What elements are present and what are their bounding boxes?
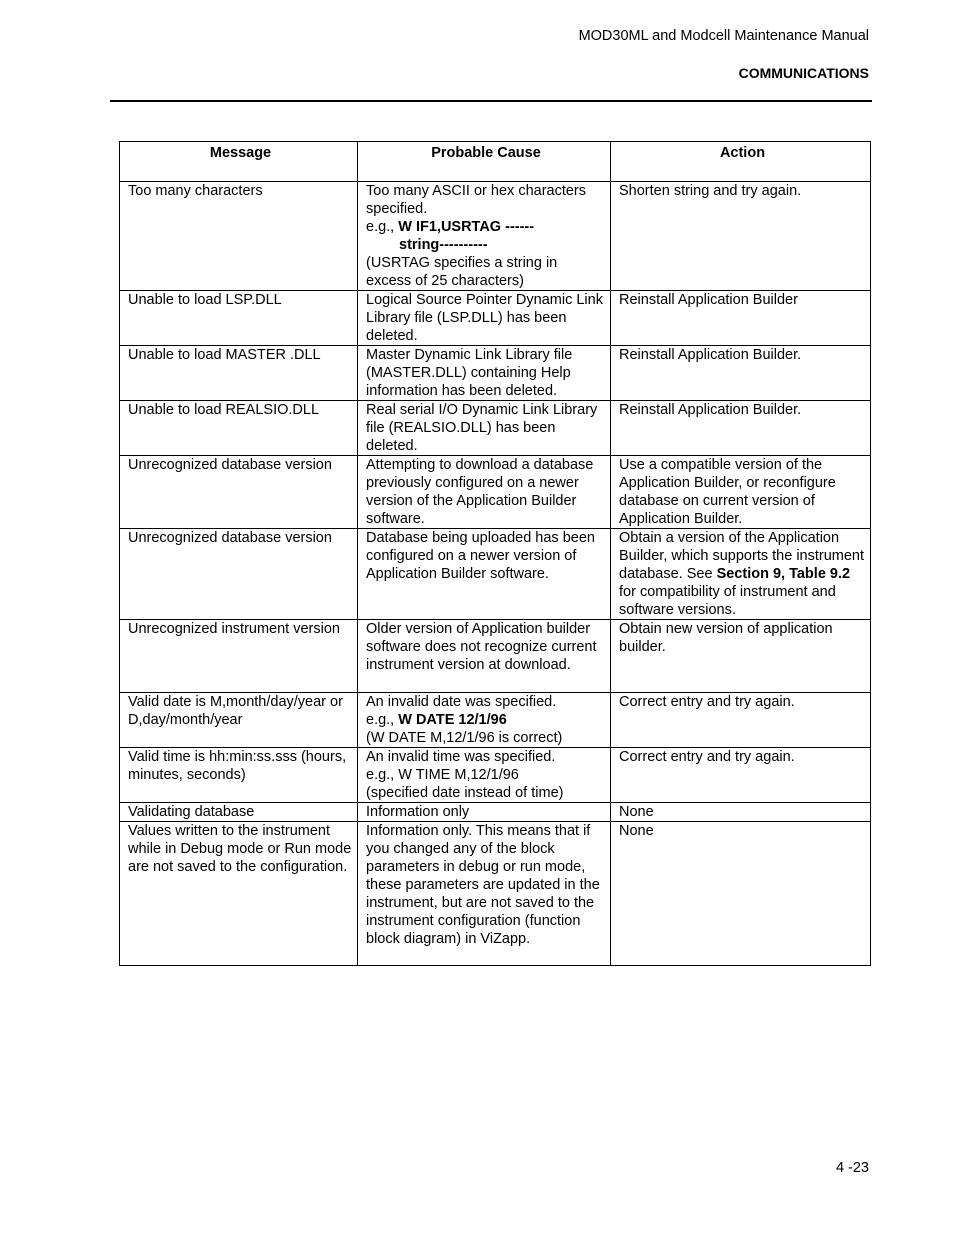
- table-row: [120, 346, 871, 401]
- action-cell: None: [611, 803, 871, 822]
- table-row: [120, 748, 871, 803]
- action-cell: Shorten string and try again.: [611, 182, 871, 291]
- column-header-action: Action: [611, 142, 871, 182]
- error-message-table: [119, 141, 871, 966]
- table-row: [120, 803, 871, 822]
- action-cell: Correct entry and try again.: [611, 748, 871, 803]
- cause-cell: [358, 748, 611, 803]
- message-cell: Too many characters: [120, 182, 358, 291]
- action-cell: Correct entry and try again.: [611, 693, 871, 748]
- action-cell: Reinstall Application Builder.: [611, 346, 871, 401]
- cause-example: [366, 218, 606, 236]
- table-row: [120, 620, 871, 693]
- column-header-message: Message: [120, 142, 358, 182]
- cause-example-continued: [366, 236, 606, 254]
- table-row: [120, 291, 871, 346]
- example-command: W IF1,USRTAG ------: [398, 219, 535, 235]
- cause-cell: Logical Source Pointer Dynamic Link Library file (LSP.DLL) has been deleted.: [358, 291, 611, 346]
- cause-text: Too many ASCII or hex characters specified.: [366, 183, 587, 217]
- header-divider: [110, 100, 872, 102]
- action-cell: None: [611, 822, 871, 966]
- action-text-continued: for compatibility of instrument and software versions.: [619, 584, 836, 618]
- action-text: Obtain a version of the Application Builder, which supports the instrument database. See: [619, 530, 865, 582]
- cause-note: (specified date instead of time): [366, 785, 564, 801]
- cause-cell: [358, 182, 611, 291]
- message-cell: Validating database: [120, 803, 358, 822]
- table-header-row: [120, 142, 871, 182]
- cause-cell: Information only. This means that if you changed any of the block parameters in debug or run mode, these parameters are updated in the instrument, but are not saved to the instrument configuration (function block diagram) in ViZapp.: [358, 822, 611, 966]
- manual-title: MOD30ML and Modcell Maintenance Manual: [578, 28, 869, 44]
- cause-cell: [358, 693, 611, 748]
- cause-cell: Real serial I/O Dynamic Link Library file (REALSIO.DLL) has been deleted.: [358, 401, 611, 456]
- action-cell: Obtain new version of application builder.: [611, 620, 871, 693]
- cause-example: [366, 711, 606, 729]
- message-cell: Valid time is hh:min:ss.sss (hours, minutes, seconds): [120, 748, 358, 803]
- message-cell: Valid date is M,month/day/year or D,day/month/year: [120, 693, 358, 748]
- cause-cell: Information only: [358, 803, 611, 822]
- table-row: [120, 401, 871, 456]
- cause-text: An invalid time was specified.: [366, 749, 556, 765]
- action-cell: Reinstall Application Builder: [611, 291, 871, 346]
- cause-note: (W DATE M,12/1/96 is correct): [366, 730, 563, 746]
- cause-cell: Database being uploaded has been configured on a newer version of Application Builder software.: [358, 529, 611, 620]
- example-command-continued: string----------: [399, 237, 488, 253]
- action-cell: [611, 529, 871, 620]
- example-prefix: e.g.,: [366, 712, 399, 728]
- action-cell: Reinstall Application Builder.: [611, 401, 871, 456]
- table-row: [120, 693, 871, 748]
- message-cell: Unrecognized instrument version: [120, 620, 358, 693]
- message-cell: Unable to load MASTER .DLL: [120, 346, 358, 401]
- message-cell: Unrecognized database version: [120, 456, 358, 529]
- cause-cell: Attempting to download a database previously configured on a newer version of the Application Builder software.: [358, 456, 611, 529]
- section-reference: Section 9, Table 9.2: [716, 566, 851, 582]
- cause-cell: Master Dynamic Link Library file (MASTER.DLL) containing Help information has been deleted.: [358, 346, 611, 401]
- message-cell: Unable to load REALSIO.DLL: [120, 401, 358, 456]
- cause-cell: Older version of Application builder software does not recognize current instrument version at download.: [358, 620, 611, 693]
- message-cell: Values written to the instrument while in Debug mode or Run mode are not saved to the configuration.: [120, 822, 358, 966]
- cause-text: An invalid date was specified.: [366, 694, 557, 710]
- example-prefix: e.g.,: [366, 219, 399, 235]
- table-row: [120, 456, 871, 529]
- column-header-cause: Probable Cause: [358, 142, 611, 182]
- cause-example: e.g., W TIME M,12/1/96: [366, 767, 519, 783]
- table-row: [120, 529, 871, 620]
- example-command: W DATE 12/1/96: [398, 712, 507, 728]
- message-cell: Unable to load LSP.DLL: [120, 291, 358, 346]
- table-row: [120, 822, 871, 966]
- message-cell: Unrecognized database version: [120, 529, 358, 620]
- table-row: [120, 182, 871, 291]
- action-cell: Use a compatible version of the Application Builder, or reconfigure database on current version of Application Builder.: [611, 456, 871, 529]
- section-title: COMMUNICATIONS: [738, 65, 869, 81]
- cause-note: (USRTAG specifies a string in excess of 25 characters): [366, 255, 558, 289]
- page-number: 4 -23: [835, 1160, 869, 1176]
